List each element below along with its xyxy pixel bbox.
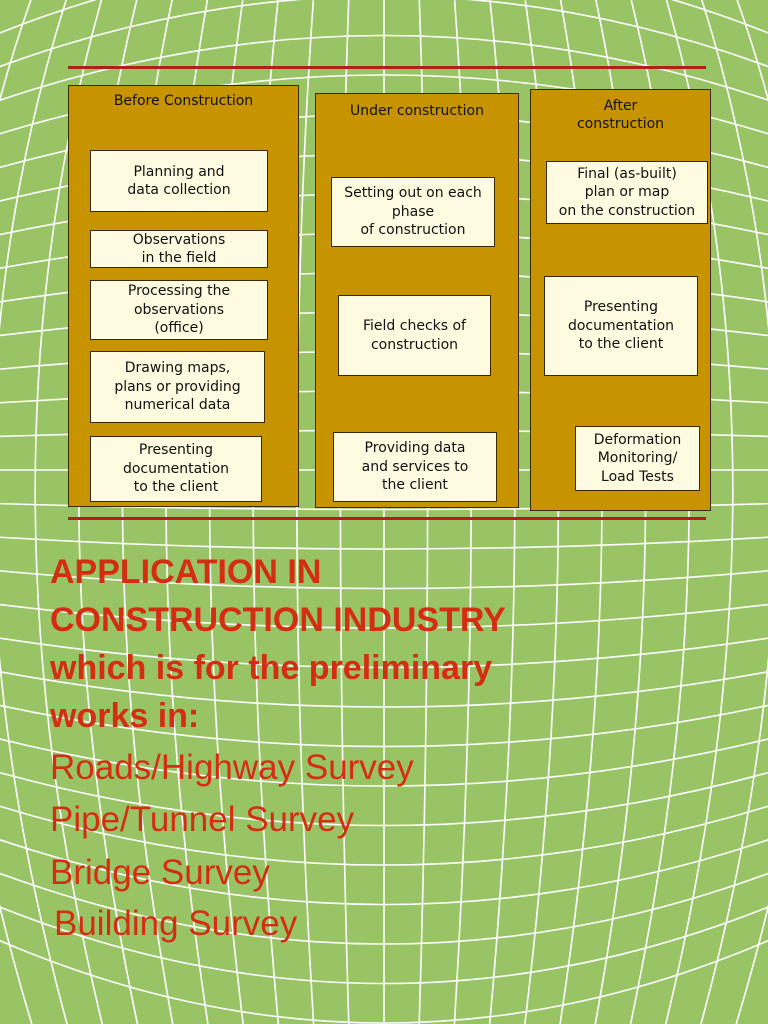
heading-line: APPLICATION IN bbox=[50, 553, 322, 591]
process-box: Planning and data collection bbox=[90, 150, 268, 212]
top-rule bbox=[68, 66, 706, 69]
column-title: Under construction bbox=[350, 103, 484, 119]
grid-longitude-line bbox=[0, 0, 38, 1024]
survey-item-roads: Roads/Highway Survey bbox=[50, 748, 414, 787]
process-box: Presenting documentation to the client bbox=[90, 436, 262, 502]
column-title: Before Construction bbox=[113, 93, 254, 109]
process-box: Field checks of construction bbox=[338, 295, 491, 376]
grid-longitude-line bbox=[0, 0, 3, 1024]
process-box: Deformation Monitoring/ Load Tests bbox=[575, 426, 700, 491]
process-box: Observations in the field bbox=[90, 230, 268, 268]
grid-longitude-line bbox=[765, 0, 768, 1024]
process-box: Setting out on each phase of construction bbox=[331, 177, 495, 247]
process-box: Final (as-built) plan or map on the construction bbox=[546, 161, 708, 224]
process-box: Processing the observations (office) bbox=[90, 280, 268, 340]
column-title: After construction bbox=[576, 98, 665, 132]
process-box: Drawing maps, plans or providing numerical data bbox=[90, 351, 265, 423]
bottom-rule bbox=[68, 517, 706, 520]
survey-item-bridge: Bridge Survey bbox=[50, 853, 270, 892]
process-box: Presenting documentation to the client bbox=[544, 276, 698, 376]
column-after-construction bbox=[530, 89, 711, 511]
grid-longitude-line bbox=[730, 0, 768, 1024]
process-box: Providing data and services to the client bbox=[333, 432, 497, 502]
survey-item-pipe: Pipe/Tunnel Survey bbox=[50, 800, 355, 839]
column-before-construction bbox=[68, 85, 299, 507]
grid-longitude-line bbox=[297, 0, 315, 1024]
application-heading bbox=[50, 548, 750, 740]
heading-line: CONSTRUCTION INDUSTRY bbox=[50, 601, 506, 639]
heading-line: which is for the preliminary bbox=[50, 649, 493, 687]
survey-item-building: Building Survey bbox=[54, 904, 298, 943]
heading-line: works in: bbox=[50, 697, 200, 735]
column-under-construction bbox=[315, 93, 519, 508]
